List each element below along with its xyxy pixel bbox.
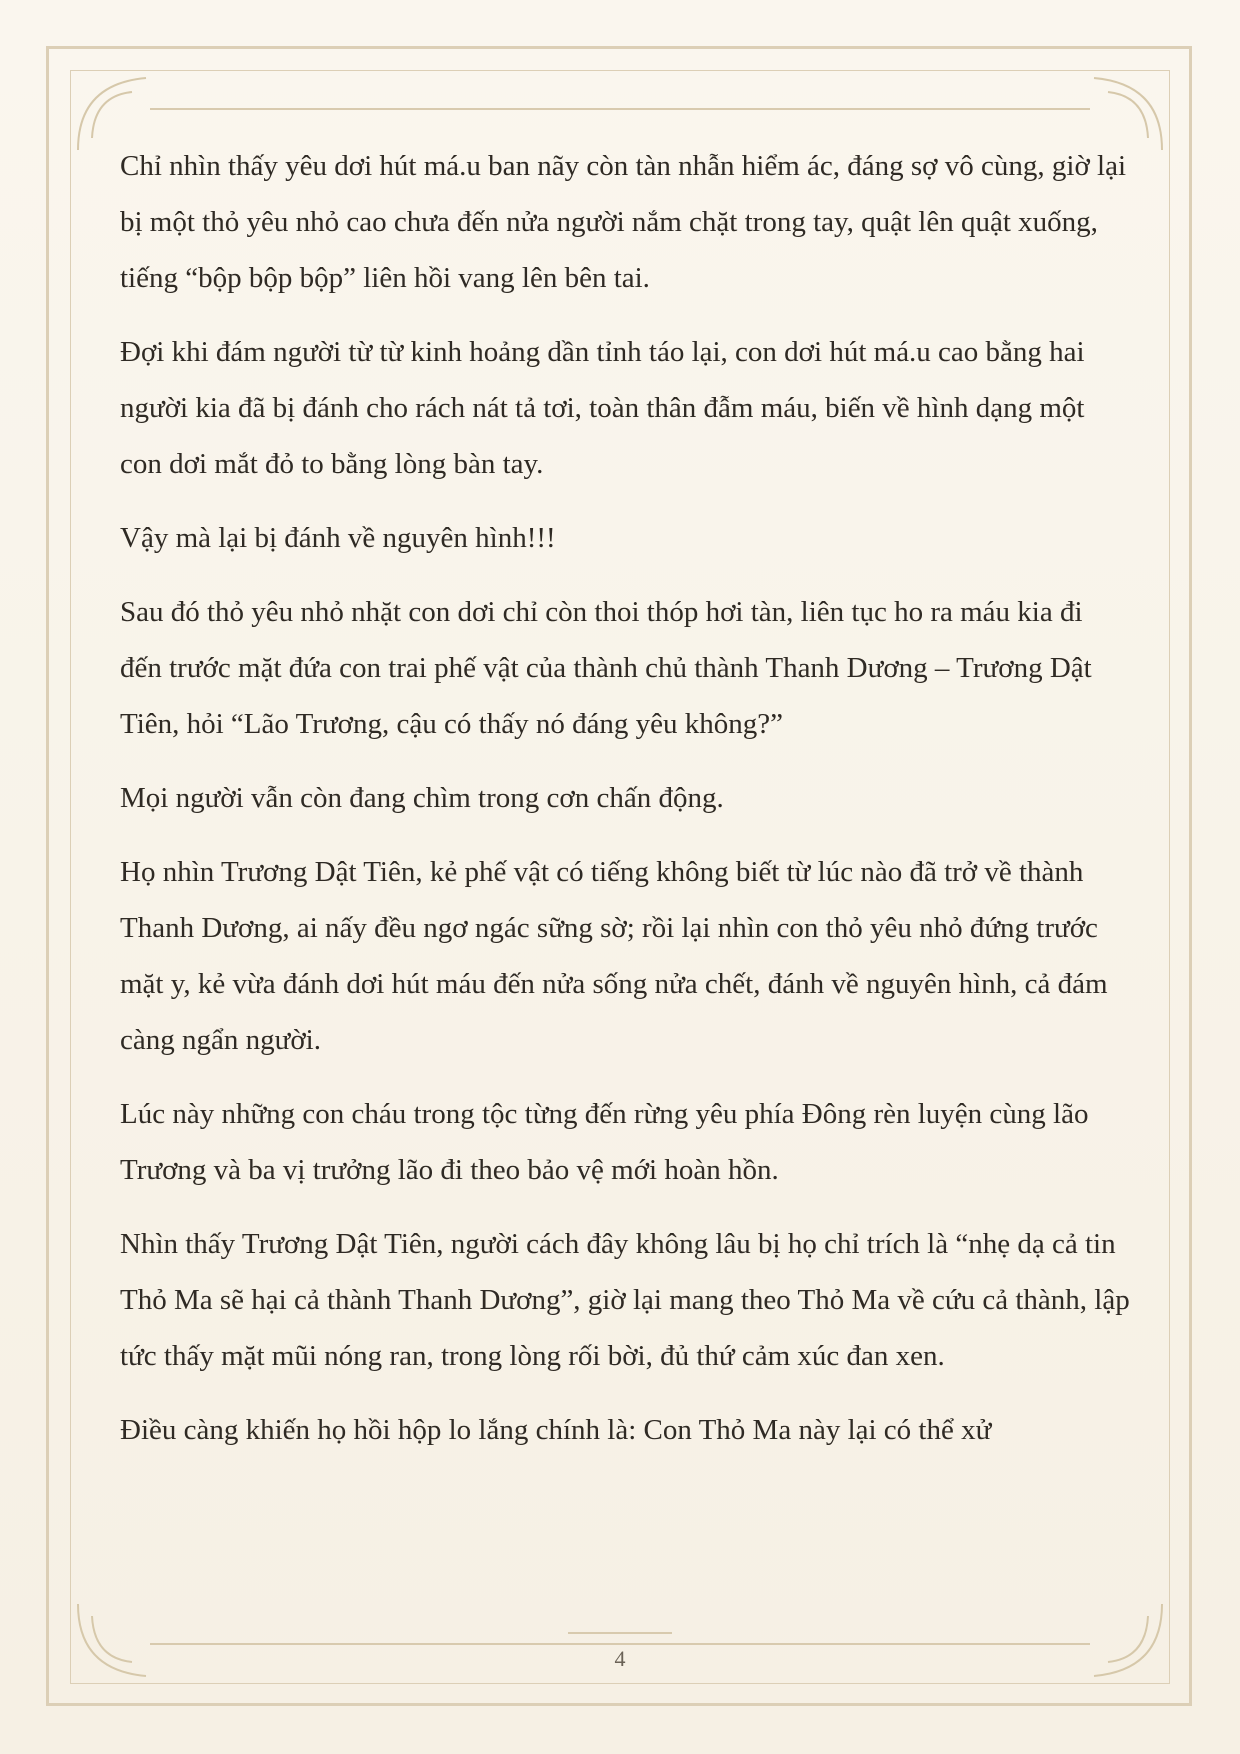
footer-ornament [568,1632,672,1634]
paragraph: Họ nhìn Trương Dật Tiên, kẻ phế vật có tiếng không biết từ lúc nào đã trở về thành Thanh Dương, ai nấy đều ngơ ngác sững sờ; rồi lại nhìn con thỏ yêu nhỏ đứng trước mặt y, kẻ vừa đánh dơi hút máu đến nửa sống nửa chết, đánh về nguyên hình, cả đám càng ngẩn người. [120,856,1108,1056]
footer-divider [150,1643,1090,1645]
paragraph: Điều càng khiến họ hồi hộp lo lắng chính là: Con Thỏ Ma này lại có thể xử [120,1414,992,1446]
paragraph: Nhìn thấy Trương Dật Tiên, người cách đây không lâu bị họ chỉ trích là “nhẹ dạ cả tin Thỏ Ma sẽ hại cả thành Thanh Dương”, giờ lại mang theo Thỏ Ma về cứu cả thành, lập tức thấy mặt mũi nóng ran, trong lòng rối bời, đủ thứ cảm xúc đan xen. [120,1228,1130,1372]
paragraph: Chỉ nhìn thấy yêu dơi hút má.u ban nãy còn tàn nhẫn hiểm ác, đáng sợ vô cùng, giờ lại bị một thỏ yêu nhỏ cao chưa đến nửa người nắm chặt trong tay, quật lên quật xuống, tiếng “bộp bộp bộp” liên hồi vang lên bên tai. [120,150,1127,294]
paragraph: Đợi khi đám người từ từ kinh hoảng dần tỉnh táo lại, con dơi hút má.u cao bằng hai người kia đã bị đánh cho rách nát tả tơi, toàn thân đẫm máu, biến về hình dạng một con dơi mắt đỏ to bằng lòng bàn tay. [120,336,1085,480]
paragraph: Lúc này những con cháu trong tộc từng đến rừng yêu phía Đông rèn luyện cùng lão Trương và ba vị trưởng lão đi theo bảo vệ mới hoàn hồn. [120,1098,1089,1186]
chapter-text [120,138,1130,1476]
paragraph: Mọi người vẫn còn đang chìm trong cơn chấn động. [120,782,724,814]
paragraph: Vậy mà lại bị đánh về nguyên hình!!! [120,522,556,554]
paragraph: Sau đó thỏ yêu nhỏ nhặt con dơi chỉ còn thoi thóp hơi tàn, liên tục ho ra máu kia đi đến trước mặt đứa con trai phế vật của thành chủ thành Thanh Dương – Trương Dật Tiên, hỏi “Lão Trương, cậu có thấy nó đáng yêu không?” [120,596,1092,740]
page-number: 4 [614,1646,626,1671]
header-divider [150,108,1090,110]
